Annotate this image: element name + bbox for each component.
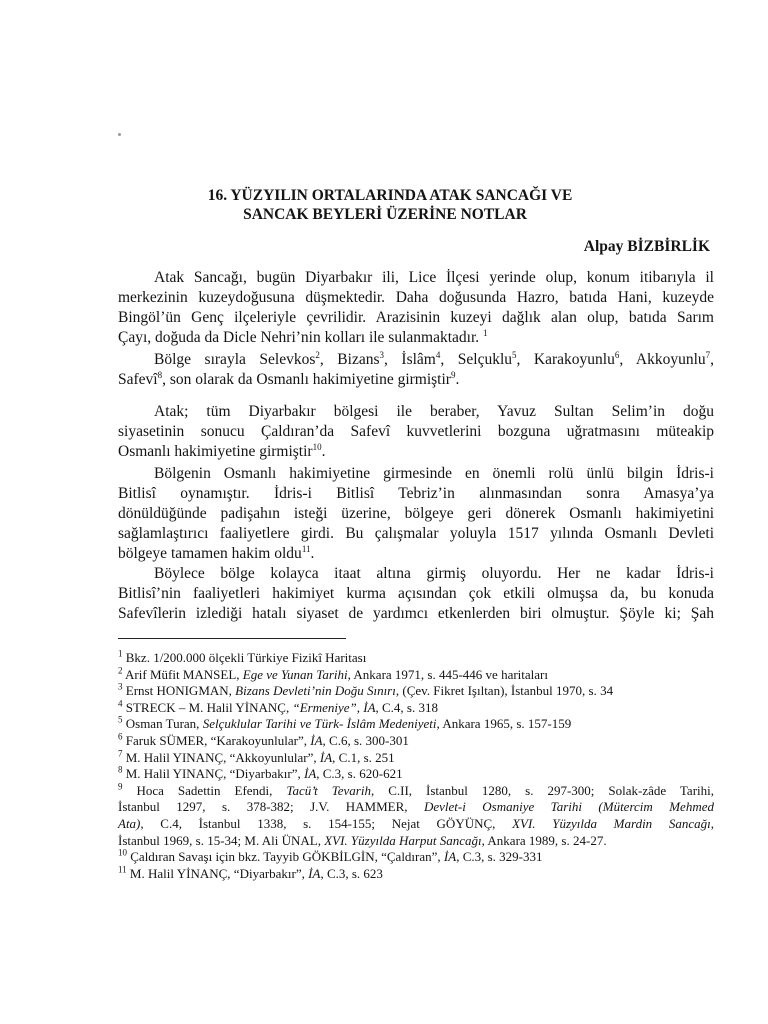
- paragraph-4: [118, 464, 714, 564]
- footnote-title: Selçuklular Tarihi ve Türk- İslâm Medeniyeti: [202, 716, 437, 732]
- footnote-text: İstanbul 1297, s. 378-382; J.V. HAMMER,: [118, 799, 424, 815]
- paragraph-text: ,: [710, 351, 715, 368]
- author-first-name: Alpay: [583, 238, 624, 255]
- footnote-text: Osman Turan,: [125, 716, 203, 732]
- paragraph-line: [118, 544, 714, 564]
- paragraph-line: Böylece bölge kolayca itaat altına girmiş oluyordu. Her ne kadar İdris-i: [154, 565, 714, 582]
- footnote-separator: [118, 638, 346, 639]
- footnote-ref: 10: [312, 441, 322, 452]
- footnote-title: İA: [310, 732, 323, 748]
- paragraph-text: , son olarak da Osmanlı hakimiyetine girmiştir: [162, 371, 451, 388]
- paragraph-line: Atak Sancağı, bugün Diyarbakır ili, Lice İlçesi yerinde olup, konum itibarıyla il: [154, 269, 714, 286]
- footnote-1: [118, 650, 714, 667]
- footnote-number: 10: [118, 847, 127, 858]
- paragraph-text: , Bizans: [319, 351, 380, 368]
- footnote-8: [118, 766, 714, 783]
- footnote-text: , Ankara 1965, s. 157-159: [436, 716, 572, 732]
- footnote-text: , Ankara 1971, s. 445-446 ve haritaları: [347, 666, 548, 682]
- footnote-2: [118, 667, 714, 684]
- footnote-text: Hoca Sadettin Efendi,: [136, 782, 287, 798]
- paragraph-line: [118, 442, 714, 462]
- footnote-text: Bkz. 1/200.000 ölçekli Türkiye Fizikî Haritası: [125, 650, 367, 665]
- footnote-text: , C.6, s. 300-301: [322, 732, 409, 748]
- footnote-11: [118, 866, 714, 883]
- footnote-text: , Ankara 1989, s. 24-27.: [481, 832, 607, 848]
- footnote-text: , C.3, s. 623: [320, 865, 383, 881]
- footnote-title: İA: [443, 849, 457, 865]
- footnote-text: , C.4, İstanbul 1338, s. 154-155; Nejat GÖYÜNÇ,: [140, 815, 513, 831]
- footnote-title: İA: [303, 766, 317, 782]
- footnote-text: M. Halil YINANÇ, “Akkoyunlular”,: [125, 749, 320, 765]
- footnote-number: 6: [118, 731, 123, 742]
- footnote-text: , C.1, s. 251: [332, 749, 395, 765]
- paragraph-line: Bölgenin Osmanlı hakimiyetine girmesinde en önemli rolü ünlü bilgin İdris-i: [154, 465, 714, 482]
- paragraph-line: Bitlisî oynamıştır. İdris-i Bitlisî Tebriz’in alınmasından sonra Amasya’ya: [118, 485, 714, 502]
- footnote-title: Tacü’t Tevarih: [286, 782, 371, 798]
- footnote-7: [118, 750, 714, 767]
- footnote-text: , C.3, s. 329-331: [456, 849, 543, 865]
- footnote-title: İA: [308, 865, 321, 881]
- article-title-line-1: 16. YÜZYILIN ORTALARINDA ATAK SANCAĞI VE: [207, 187, 573, 204]
- footnote-ref: 4: [435, 349, 441, 360]
- paragraph-1: [118, 268, 714, 348]
- footnote-ref: 1: [483, 327, 488, 338]
- paragraph-text: Bölge sırayla Selevkos: [154, 351, 316, 368]
- paragraph-text: Çayı, doğuda da Dicle Nehri’nin kolları ile sulanmaktadır.: [118, 329, 480, 346]
- footnote-text: İstanbul 1969, s. 15-34; M. Ali ÜNAL,: [118, 832, 325, 848]
- footnote-ref: 7: [705, 349, 711, 360]
- paragraph-2: [118, 350, 714, 390]
- footnote-number: 5: [118, 715, 123, 726]
- footnote-5: [118, 716, 714, 733]
- footnote-text: , (Çev. Fikret Işıltan), İstanbul 1970, s. 34: [395, 683, 614, 699]
- footnote-9-line-3: [118, 816, 714, 833]
- paragraph-line: sağlamlaştırıcı faaliyetlere girdi. Bu çalışmalar yoluyla 1517 yılında Osmanlı Devleti: [118, 525, 714, 542]
- article-title-line-2: SANCAK BEYLERİ ÜZERİNE NOTLAR: [243, 206, 527, 223]
- footnote-9-line-4: [118, 833, 714, 850]
- footnote-title: Ege ve Yunan Tarihi: [242, 666, 348, 682]
- paragraph-line: [118, 328, 714, 348]
- scan-speck: [118, 133, 121, 136]
- footnotes: [118, 650, 714, 882]
- footnote-ref: 2: [315, 349, 320, 360]
- footnote-10: [118, 849, 714, 866]
- footnote-text: M. Halil YİNANÇ, “Diyarbakır”,: [129, 865, 309, 881]
- paragraph-line: dönüldüğünde padişahın isteği üzerine, bölgeye geri dönerek Osmanlı hakimiyetini: [118, 505, 714, 522]
- paragraph-text: .: [310, 545, 315, 562]
- footnote-text: Arif Müfit MANSEL,: [125, 666, 243, 682]
- paragraph-text: , Selçuklu: [440, 351, 513, 368]
- footnote-ref: 3: [379, 349, 384, 360]
- paragraph-3: [118, 402, 714, 462]
- footnote-ref: 6: [614, 349, 620, 360]
- footnote-number: 2: [118, 665, 123, 676]
- footnote-text: , C.3, s. 620-621: [316, 766, 403, 782]
- paragraph-text: Osmanlı hakimiyetine girmiştir: [118, 443, 313, 460]
- footnote-ref: 11: [301, 543, 311, 554]
- paragraph-line: Bingöl’ün Genç ilçeleriyle çevrilidir. Arazisinin kuzeyi dağlık alan olup, batıda Sarım: [118, 309, 714, 326]
- footnote-text: ,: [710, 815, 714, 831]
- paragraph-line: Bitlisî’nin faaliyetleri hakimiyet kurma açısından çok etkili olmuşsa da, bu konuda: [118, 585, 714, 602]
- footnote-title: Ata): [118, 815, 141, 831]
- footnote-number: 1: [118, 648, 123, 659]
- footnote-text: STRECK – M. Halil YİNANÇ,: [125, 699, 293, 715]
- author-last-name: BİZBİRLİK: [627, 238, 710, 255]
- footnote-text: Ernst HONIGMAN,: [125, 683, 236, 699]
- paragraph-text: bölgeye tamamen hakim oldu: [118, 545, 302, 562]
- footnote-4: [118, 700, 714, 717]
- footnote-title: Bizans Devleti’nin Doğu Sınırı: [235, 683, 396, 699]
- footnote-number: 11: [118, 864, 127, 875]
- footnote-text: M. Halil YINANÇ, “Diyarbakır”,: [125, 766, 304, 782]
- paragraph-text: , Akkoyunlu: [619, 351, 706, 368]
- footnote-3: [118, 683, 714, 700]
- footnote-text: , C.4, s. 318: [375, 699, 438, 715]
- footnote-title: XVI. Yüzyılda Harput Sancağı: [324, 832, 482, 848]
- paragraph-text: , İslâm: [384, 351, 436, 368]
- paragraph-line: Atak; tüm Diyarbakır bölgesi ile beraber, Yavuz Sultan Selim’in doğu: [154, 403, 714, 420]
- footnote-9: [118, 783, 714, 800]
- footnote-number: 8: [118, 764, 123, 775]
- author-name: [584, 238, 710, 256]
- footnote-ref: 9: [450, 369, 456, 380]
- paragraph-text: , Karakoyunlu: [516, 351, 615, 368]
- paragraph-text: Safevî: [118, 371, 158, 388]
- footnote-ref: 8: [157, 369, 163, 380]
- paragraph-text: .: [455, 371, 460, 388]
- paragraph-text: .: [321, 443, 326, 460]
- footnote-title: İA: [319, 749, 333, 765]
- paragraph-5: [118, 564, 714, 624]
- footnote-text: Çaldıran Savaşı için bkz. Tayyib GÖKBİLGİN, “Çaldıran”,: [130, 849, 444, 865]
- paragraph-line: [118, 370, 714, 390]
- footnote-text: , C.II, İstanbul 1280, s. 297-300; Solak-zâde Tarihi,: [370, 782, 714, 798]
- paragraph-line: [118, 350, 714, 370]
- paragraph-line: merkezinin kuzeydoğusuna düşmektedir. Daha doğusunda Hazro, batıda Hani, kuzeyde: [118, 289, 714, 306]
- footnote-number: 4: [118, 698, 123, 709]
- paragraph-line: Safevîlerin izlediği hatalı siyaset de yardımcı etkenlerden biri olmuştur. Şöyle ki; Şah: [118, 605, 714, 622]
- footnote-number: 9: [118, 781, 123, 792]
- paragraph-line: siyasetinin sonucu Çaldıran’da Safevî kuvvetlerini bozguna uğratmasını müteakip: [118, 423, 714, 440]
- footnote-9-line-2: [118, 799, 714, 816]
- footnote-ref: 5: [512, 349, 517, 360]
- footnote-number: 3: [118, 681, 123, 692]
- footnote-title: Devlet-i Osmaniye Tarihi (Mütercim Mehmed: [423, 799, 714, 815]
- footnote-title: XVI. Yüzyılda Mardin Sancağı: [512, 815, 711, 831]
- footnote-6: [118, 733, 714, 750]
- footnote-title: “Ermeniye”, İA: [292, 699, 376, 715]
- footnote-number: 7: [118, 748, 123, 759]
- footnote-text: Faruk SÜMER, “Karakoyunlular”,: [125, 732, 311, 748]
